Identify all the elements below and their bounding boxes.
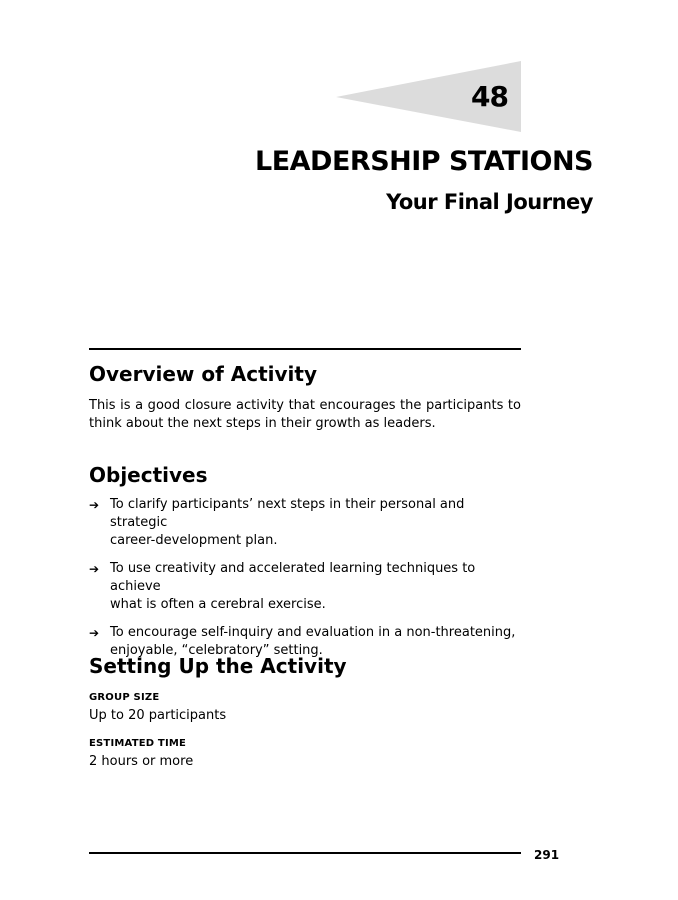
objective-item xyxy=(89,560,521,614)
arrow-right-icon: ➔ xyxy=(89,562,100,576)
objective-text-line1: To encourage self-inquiry and evaluation in a non-threatening, xyxy=(110,625,516,640)
arrow-right-icon: ➔ xyxy=(89,626,100,640)
objectives-list xyxy=(89,496,521,670)
bottom-divider xyxy=(89,852,521,854)
group-size-label: GROUP SIZE xyxy=(89,692,160,703)
overview-text: This is a good closure activity that encourages the participants to think about the next steps in their growth as leaders. xyxy=(89,398,521,431)
arrow-right-icon: ➔ xyxy=(89,498,100,512)
estimated-time-label: ESTIMATED TIME xyxy=(89,738,187,749)
objective-text-line2: what is often a cerebral exercise. xyxy=(110,597,326,612)
top-divider xyxy=(89,348,521,350)
objective-item xyxy=(89,496,521,550)
objective-text-line1: To use creativity and accelerated learning techniques to achieve xyxy=(110,561,476,594)
overview-heading: Overview of Activity xyxy=(89,362,318,386)
objective-text-line2: enjoyable, “celebratory” setting. xyxy=(110,643,323,658)
group-size-value: Up to 20 participants xyxy=(89,708,227,723)
chapter-subtitle: Your Final Journey xyxy=(386,190,593,214)
setup-heading: Setting Up the Activity xyxy=(89,654,347,678)
chapter-title: LEADERSHIP STATIONS xyxy=(255,146,593,177)
page-number: 291 xyxy=(534,848,560,862)
objectives-heading: Objectives xyxy=(89,463,208,487)
objective-text-line2: career-development plan. xyxy=(110,533,278,548)
chapter-number: 48 xyxy=(471,80,508,113)
objective-text-line1: To clarify participants’ next steps in their personal and strategic xyxy=(110,497,465,530)
estimated-time-value: 2 hours or more xyxy=(89,754,194,769)
